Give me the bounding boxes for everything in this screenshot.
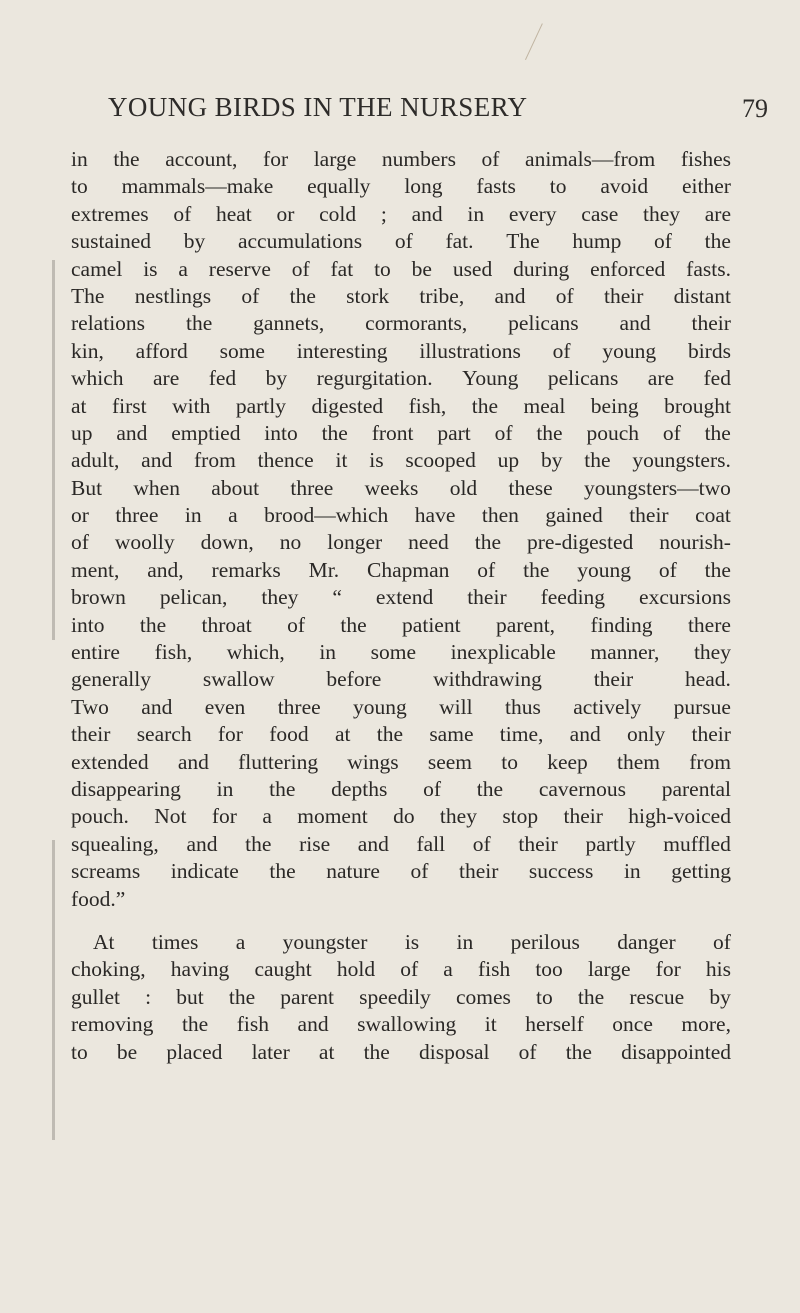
running-title: YOUNG BIRDS IN THE NURSERY xyxy=(108,92,528,122)
text-line: squealing, and the rise and fall of their partly muffled xyxy=(71,831,731,856)
text-line: at first with partly digested fish, the meal being brought xyxy=(71,393,731,418)
text-line: kin, afford some interesting illustrations of young birds xyxy=(71,338,731,363)
text-line: of woolly down, no longer need the pre-digested nourish- xyxy=(71,530,731,555)
text-line: generally swallow before withdrawing their head. xyxy=(71,667,731,692)
text-line: to be placed later at the disposal of the disappointed xyxy=(71,1039,731,1064)
text-line: At times a youngster is in perilous danger of xyxy=(93,929,731,954)
text-line: But when about three weeks old these youngsters—two xyxy=(71,475,731,500)
page-number: 79 xyxy=(742,94,768,123)
text-line: camel is a reserve of fat to be used during enforced fasts. xyxy=(71,256,731,281)
text-line: ment, and, remarks Mr. Chapman of the young of the xyxy=(71,557,731,582)
body-text xyxy=(71,146,731,1066)
text-line: extended and fluttering wings seem to keep them from xyxy=(71,749,731,774)
text-line: The nestlings of the stork tribe, and of their distant xyxy=(71,283,731,308)
text-line: in the account, for large numbers of animals—from fishes xyxy=(71,147,731,171)
text-line: food.” xyxy=(71,886,126,911)
text-line: up and emptied into the front part of the pouch of the xyxy=(71,420,731,445)
ink-flourish-mark xyxy=(525,23,570,72)
gutter-shadow xyxy=(52,260,55,640)
text-line: which are fed by regurgitation. Young pelicans are fed xyxy=(71,366,731,391)
text-line: entire fish, which, in some inexplicable manner, they xyxy=(71,640,731,665)
text-line: Two and even three young will thus actively pursue xyxy=(71,694,731,719)
text-line: adult, and from thence it is scooped up by the youngsters. xyxy=(71,448,731,473)
text-line: relations the gannets, cormorants, pelicans and their xyxy=(71,311,731,336)
running-head xyxy=(108,92,768,132)
text-line: brown pelican, they “ extend their feeding excursions xyxy=(71,585,731,610)
text-line: their search for food at the same time, and only their xyxy=(71,722,731,747)
text-line: disappearing in the depths of the cavernous parental xyxy=(71,776,731,801)
text-line: extremes of heat or cold ; and in every case they are xyxy=(71,201,731,226)
paragraph-gap xyxy=(71,913,731,929)
text-line: to mammals—make equally long fasts to avoid either xyxy=(71,174,731,199)
text-line: into the throat of the patient parent, finding there xyxy=(71,612,731,637)
gutter-shadow xyxy=(52,840,55,1140)
text-line: removing the fish and swallowing it herself once more, xyxy=(71,1012,731,1037)
paragraph xyxy=(71,146,731,913)
text-line: sustained by accumulations of fat. The hump of the xyxy=(71,229,731,254)
paragraph xyxy=(71,929,731,1066)
text-line: choking, having caught hold of a fish too large for his xyxy=(71,957,731,982)
text-line: screams indicate the nature of their success in getting xyxy=(71,859,731,884)
text-line: or three in a brood—which have then gained their coat xyxy=(71,503,731,528)
text-line: pouch. Not for a moment do they stop their high-voiced xyxy=(71,804,731,829)
text-line: gullet : but the parent speedily comes to the rescue by xyxy=(71,984,731,1009)
